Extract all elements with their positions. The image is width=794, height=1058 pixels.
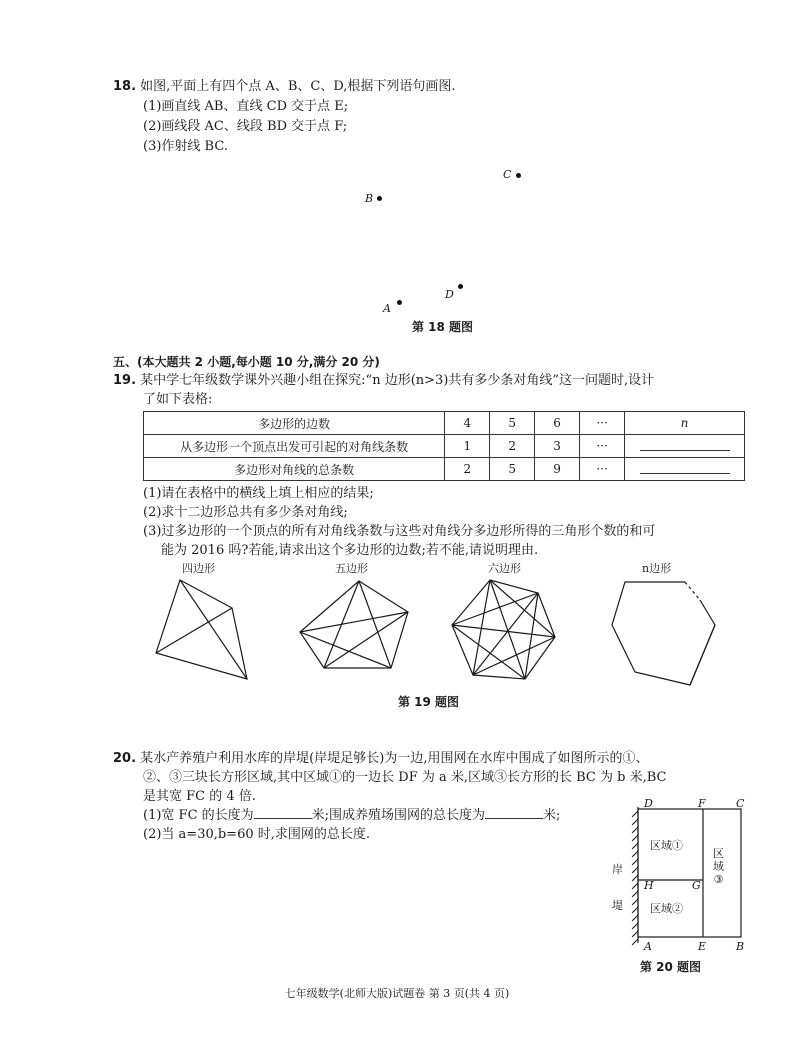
table-cell: ··· [580, 412, 625, 435]
table-cell: 5 [490, 458, 535, 481]
q18-item2: (2)画线段 AC、线段 BD 交于点 F; [143, 119, 348, 134]
q20-stem-line2: ②、③三块长方形区域,其中区域①的一边长 DF 为 a 米,区域③长方形的长 BC 为 b 米,BC [143, 770, 667, 785]
point-c-dot [516, 173, 521, 178]
q20-caption: 第 20 题图 [640, 960, 702, 974]
outer-enclosure [638, 809, 741, 937]
table-cell: ··· [580, 458, 625, 481]
q18-figure [360, 160, 540, 320]
hexagon-outline [452, 580, 555, 679]
q19-stem-line1 [113, 372, 654, 390]
label-e: E [698, 940, 707, 953]
n-gon-edge [690, 625, 715, 685]
table-cell: 5 [490, 412, 535, 435]
n-gon-dashed-edge [685, 582, 700, 600]
hexagon-diagonal [525, 593, 538, 679]
region-1-label: 区域① [650, 839, 683, 852]
q20-stem-line1 [113, 750, 648, 768]
q20-item1-part-a: (1)宽 FC 的长度为 [143, 808, 254, 823]
quadrilateral-outline [156, 580, 247, 679]
bank-char: 岸 [612, 863, 623, 876]
label-f: F [698, 797, 706, 810]
label-b: B [736, 940, 745, 953]
point-b-dot [377, 196, 382, 201]
q18-item3: (3)作射线 BC. [143, 139, 228, 154]
q19-table [143, 411, 745, 481]
q18-item1: (1)画直线 AB、直线 CD 交于点 E; [143, 99, 349, 114]
hexagon-diagonal [452, 625, 555, 637]
answer-blank [485, 818, 543, 819]
q20-diagram [610, 795, 760, 955]
pentagon-diagonal [300, 632, 391, 668]
table-cell: 3 [535, 435, 580, 458]
hexagon-diagonal [473, 637, 555, 675]
table-row [144, 412, 745, 435]
q20-figure [610, 795, 760, 975]
answer-blank-cell [625, 435, 745, 458]
label-g: G [692, 879, 701, 892]
table-row [144, 435, 745, 458]
q18-number: 18. [113, 79, 137, 94]
table-cell: 4 [445, 412, 490, 435]
q20-stem: 某水产养殖户利用水库的岸堤(岸堤足够长)为一边,用围网在水库中围成了如图所示的①、 [140, 751, 649, 766]
q19-item3-line1: (3)过多边形的一个顶点的所有对角线条数与这些对角线分多边形所得的三角形个数的和可 [143, 524, 656, 539]
point-a-label: A [383, 302, 391, 315]
q20-item2: (2)当 a=30,b=60 时,求围网的总长度. [143, 827, 371, 842]
table-cell: 1 [445, 435, 490, 458]
q19-polygons [140, 575, 740, 690]
n-gon-label: n边形 [642, 562, 672, 575]
q20-item1-part-c: 米; [543, 808, 561, 823]
point-c-label: C [503, 168, 512, 181]
table-cell: 2 [445, 458, 490, 481]
label-h: H [644, 879, 654, 892]
q18-stem-line [113, 78, 456, 96]
bank-char: 堤 [612, 899, 623, 912]
point-a-dot [397, 300, 402, 305]
table-cell: n [625, 412, 745, 435]
table-row [144, 458, 745, 481]
label-c: C [736, 797, 745, 810]
q19-item3-line2: 能为 2016 吗?若能,请求出这个多边形的边数;若不能,请说明理由. [161, 543, 539, 558]
quadrilateral-diagonal [156, 608, 232, 653]
label-a: A [644, 940, 652, 953]
q20-item1 [143, 807, 560, 825]
pentagon-figure [300, 581, 408, 668]
answer-blank [254, 818, 312, 819]
q20-stem-line3: 是其宽 FC 的 4 倍. [143, 789, 256, 804]
region-2-label: 区域② [650, 902, 683, 915]
table-row-label: 多边形的边数 [144, 412, 445, 435]
bank-label [612, 852, 623, 924]
q20-item1-part-b: 米;围成养殖场围网的总长度为 [311, 808, 486, 823]
answer-blank [640, 438, 730, 451]
table-cell: 6 [535, 412, 580, 435]
table-row-label: 从多边形一个顶点出发可引起的对角线条数 [144, 435, 445, 458]
pentagon-label: 五边形 [335, 562, 368, 575]
section-five-heading: 五、(本大题共 2 小题,每小题 10 分,满分 20 分) [113, 355, 380, 369]
quadrilateral-figure [156, 580, 247, 679]
q19-stem-line2: 了如下表格: [143, 392, 213, 407]
q19-item1: (1)请在表格中的横线上填上相应的结果; [143, 486, 374, 501]
region-3-char: 区 [713, 847, 724, 860]
region-3-char: ③ [713, 873, 724, 886]
table-row-label: 多边形对角线的总条数 [144, 458, 445, 481]
q19-item2: (2)求十二边形总共有多少条对角线; [143, 505, 348, 520]
label-d: D [644, 797, 653, 810]
answer-blank-cell [625, 458, 745, 481]
table-cell: ··· [580, 435, 625, 458]
answer-blank [640, 461, 730, 474]
hexagon-label: 六边形 [488, 562, 521, 575]
bank-hatching [632, 811, 638, 945]
q18-caption: 第 18 题图 [412, 320, 474, 334]
quadrilateral-label: 四边形 [182, 562, 215, 575]
q18-stem: 如图,平面上有四个点 A、B、C、D,根据下列语句画图. [140, 79, 456, 94]
q19-caption: 第 19 题图 [398, 695, 460, 709]
region-3-label [713, 847, 724, 886]
point-b-label: B [365, 192, 374, 205]
hexagon-figure [452, 580, 555, 679]
pentagon-diagonal [359, 581, 391, 668]
n-gon-outline [612, 582, 715, 685]
region-3-char: 域 [713, 860, 724, 873]
q19-stem: 某中学七年级数学课外兴趣小组在探究:“n 边形(n>3)共有多少条对角线”这一问题时,设计 [140, 373, 655, 388]
table-cell: 9 [535, 458, 580, 481]
page-footer: 七年级数学(北师大版)试题卷 第 3 页(共 4 页) [284, 987, 510, 1000]
pentagon-diagonal [300, 612, 408, 632]
point-d-dot [458, 284, 463, 289]
q19-number: 19. [113, 373, 137, 388]
q20-number: 20. [113, 751, 137, 766]
table-cell: 2 [490, 435, 535, 458]
n-gon-figure [612, 582, 715, 685]
point-d-label: D [445, 288, 454, 301]
pentagon-diagonal [324, 612, 408, 668]
